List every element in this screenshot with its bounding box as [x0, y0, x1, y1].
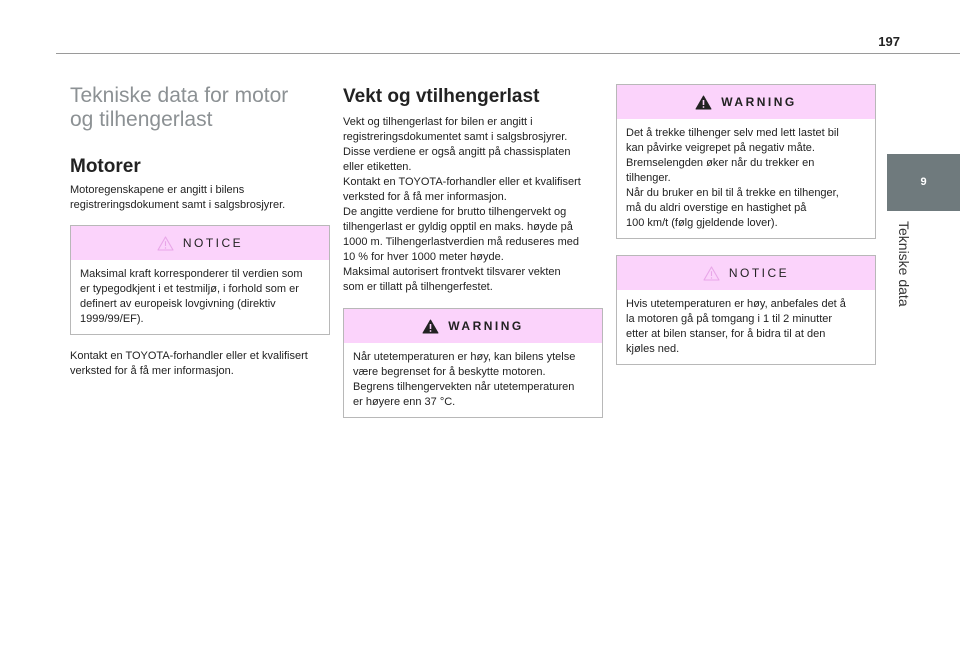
- text-line: Kontakt en TOYOTA-forhandler eller et kvalifisert: [70, 350, 308, 362]
- text-line: Maksimal kraft korresponderer til verdien som: [80, 268, 303, 280]
- text-line: Kontakt en TOYOTA-forhandler eller et kvalifisert: [343, 176, 581, 188]
- text-line: Bremselengden øker når du trekker en: [626, 157, 815, 169]
- text-line: Disse verdiene er også angitt på chassisplaten: [343, 146, 571, 158]
- text-line: tilhenger.: [626, 172, 671, 184]
- notice-title: NOTICE: [728, 266, 790, 280]
- warning-box: [616, 84, 876, 239]
- text-line: er typegodkjent i et testmiljø, i forhold som er: [80, 283, 299, 295]
- text-line: eller etiketten.: [343, 161, 412, 173]
- notice-box: [70, 225, 330, 335]
- text-line: er høyere enn 37 °C.: [353, 396, 456, 408]
- vekt-body: [343, 115, 603, 295]
- notice-header: [617, 256, 875, 290]
- warning-body: [344, 343, 602, 417]
- notice-body: [71, 260, 329, 334]
- motorer-outro: [70, 349, 330, 379]
- text-line: 1999/99/EF).: [80, 313, 144, 325]
- warning-header: [344, 309, 602, 343]
- chapter-title-line-2: og tilhengerlast: [70, 108, 213, 131]
- header-rule: [56, 53, 960, 54]
- text-line: la motoren gå på tomgang i 1 til 2 minutter: [626, 313, 833, 325]
- text-line: som er tillatt på tilhengerfestet.: [343, 281, 493, 293]
- text-line: De angitte verdiene for brutto tilhengervekt og: [343, 206, 567, 218]
- text-line: registreringsdokumentet samt i salgsbrosjyrer.: [343, 131, 568, 143]
- text-line: Når utetemperaturen er høy, kan bilens ytelse: [353, 351, 576, 363]
- text-line: Det å trekke tilhenger selv med lett lastet bil: [626, 127, 839, 139]
- warning-title: WARNING: [448, 319, 524, 333]
- text-line: 100 km/t (følg gjeldende lover).: [626, 217, 778, 229]
- text-line: kan påvirke veigrepet på negativ måte.: [626, 142, 815, 154]
- text-line: Når du bruker en bil til å trekke en tilhenger,: [626, 187, 839, 199]
- chapter-label: Tekniske data: [896, 221, 912, 307]
- text-line: definert av europeisk lovgivning (direktiv: [80, 298, 276, 310]
- notice-header: [71, 226, 329, 260]
- column-2: [343, 82, 603, 418]
- notice-icon: [157, 236, 174, 251]
- text-line: verksted for å få mer informasjon.: [70, 365, 234, 377]
- page-number: 197: [878, 34, 900, 49]
- notice-title: NOTICE: [182, 236, 244, 250]
- text-line: kjøles ned.: [626, 343, 680, 355]
- text-line: verksted for å få mer informasjon.: [343, 191, 507, 203]
- text-line: 1000 m. Tilhengerlastverdien må reduseres med: [343, 236, 580, 248]
- section-title-vekt: Vekt og vtilhengerlast: [343, 86, 540, 107]
- chapter-tab[interactable]: 9: [887, 154, 960, 211]
- chapter-title-line-1: Tekniske data for motor: [70, 84, 289, 107]
- text-line: Vekt og tilhengerlast for bilen er angitt i: [343, 116, 533, 128]
- warning-header: [617, 85, 875, 119]
- section-title-motorer: Motorer: [70, 156, 141, 177]
- column-1: [70, 82, 330, 379]
- notice-icon: [703, 266, 720, 281]
- notice-box: [616, 255, 876, 365]
- text-line: tilhengerlast er gyldig opptil en maks. høyde på: [343, 221, 573, 233]
- text-line: registreringsdokument samt i salgsbrosjyrer.: [70, 199, 286, 211]
- text-line: være begrenset for å beskytte motoren.: [353, 366, 546, 378]
- warning-icon: [695, 95, 712, 110]
- notice-body: [617, 290, 875, 364]
- text-line: må du aldri overstige en hastighet på: [626, 202, 807, 214]
- text-line: Hvis utetemperaturen er høy, anbefales det å: [626, 298, 846, 310]
- warning-body: [617, 119, 875, 238]
- motorer-intro: [70, 183, 330, 213]
- text-line: etter at bilen stanser, for å bidra til at den: [626, 328, 826, 340]
- warning-icon: [422, 319, 439, 334]
- text-line: 10 % for hver 1000 meter høyde.: [343, 251, 504, 263]
- text-line: Begrens tilhengervekten når utetemperaturen: [353, 381, 575, 393]
- text-line: Motoregenskapene er angitt i bilens: [70, 184, 245, 196]
- text-line: Maksimal autorisert frontvekt tilsvarer vekten: [343, 266, 561, 278]
- column-3: [616, 82, 876, 365]
- chapter-title: [70, 84, 330, 132]
- warning-title: WARNING: [721, 95, 797, 109]
- warning-box: [343, 308, 603, 418]
